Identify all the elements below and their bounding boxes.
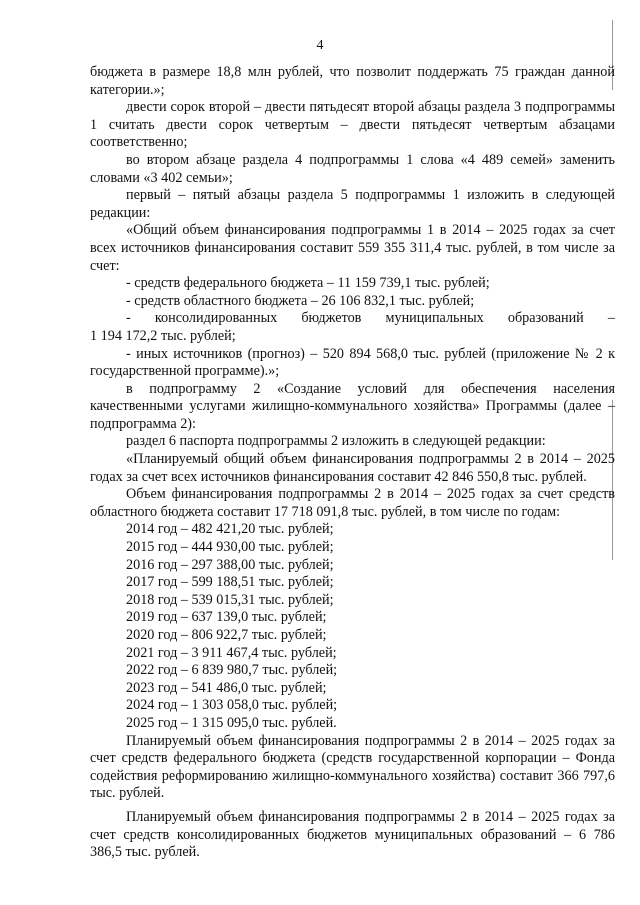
paragraph-budget-end: бюджета в размере 18,8 млн рублей, что позволит поддержать 75 граждан данной категории.»; [90,64,615,98]
list-item-federal: - средств федерального бюджета – 11 159 739,1 тыс. рублей; [126,275,490,292]
year-item: 2019 год – 637 139,0 тыс. рублей; [126,609,327,626]
paragraph-section4-replace: во втором абзаце раздела 4 подпрограммы 1 слова «4 489 семей» заменить словами «3 402 семьи»; [90,151,615,186]
consolidated-amount: 1 194 172,2 тыс. рублей; [90,327,236,344]
document-body [90,64,615,862]
year-item: 2018 год – 539 015,31 тыс. рублей; [126,591,334,608]
paragraph-subprogram2-intro: в подпрограмму 2 «Создание условий для обеспечения населения качественными услугами жилищно-коммунального хозяйства» Программы (далее – подпрограмма 2): [90,380,615,432]
year-item: 2014 год – 482 421,20 тыс. рублей; [126,521,334,538]
page-number: 4 [316,38,324,53]
year-item: 2015 год – 444 930,00 тыс. рублей; [126,539,334,556]
year-item: 2020 год – 806 922,7 тыс. рублей; [126,627,327,643]
paragraph-renumber-section3: двести сорок второй – двести пятьдесят второй абзацы раздела 3 подпрограммы 1 считать двести сорок четвертым – двести пятьдесят четвертым абзацами соответственно; [90,99,615,151]
year-item: 2017 год – 599 188,51 тыс. рублей; [126,574,334,591]
paragraph-section6: раздел 6 паспорта подпрограммы 2 изложить в следующей редакции: [126,433,546,450]
consolidated-line1: - консолидированных бюджетов муниципальных образований – [126,310,615,327]
yearly-list [90,521,615,732]
paragraph-total-financing: «Общий объем финансирования подпрограммы 1 в 2014 – 2025 годах за счет всех источников финансирования составит 559 355 311,4 тыс. рублей, в том числе за счет: [90,222,615,274]
list-item-regional: - средств областного бюджета – 26 106 832,1 тыс. рублей; [126,292,475,309]
year-item: 2021 год – 3 911 467,4 тыс. рублей; [126,644,337,661]
paragraph-federal-planned: Планируемый объем финансирования подпрограммы 2 в 2014 – 2025 годах за счет средств федерального бюджета (средств государственной корпорации – Фонда содействия реформированию жилищно-коммунального хозяйства) составит 366 797,6 тыс. рублей. [90,732,615,802]
list-item-other-sources: - иных источников (прогноз) – 520 894 568,0 тыс. рублей (приложение № 2 к государственной программе).»; [90,345,615,380]
year-item: 2024 год – 1 303 058,0 тыс. рублей; [126,697,338,714]
year-item: 2025 год – 1 315 095,0 тыс. рублей. [126,714,337,731]
year-item: 2022 год – 6 839 980,7 тыс. рублей; [126,662,338,679]
year-item: 2016 год – 297 388,00 тыс. рублей; [126,556,334,573]
year-item: 2023 год – 541 486,0 тыс. рублей; [126,679,327,696]
paragraph-municipal-planned: Планируемый объем финансирования подпрограммы 2 в 2014 – 2025 годах за счет средств консолидированных бюджетов муниципальных образований – 6 786 386,5 тыс. рублей. [90,808,615,861]
paragraph-section5-intro: первый – пятый абзацы раздела 5 подпрограммы 1 изложить в следующей редакции: [90,187,615,221]
paragraph-regional-intro: Объем финансирования подпрограммы 2 в 2014 – 2025 годах за счет средств областного бюджета составит 17 718 091,8 тыс. рублей, в том числе по годам: [90,486,615,520]
paragraph-planned-total: «Планируемый общий объем финансирования подпрограммы 2 в 2014 – 2025 годах за счет всех источников финансирования составит 42 846 550,8 тыс. рублей. [90,451,615,485]
list-item-consolidated [90,310,615,328]
